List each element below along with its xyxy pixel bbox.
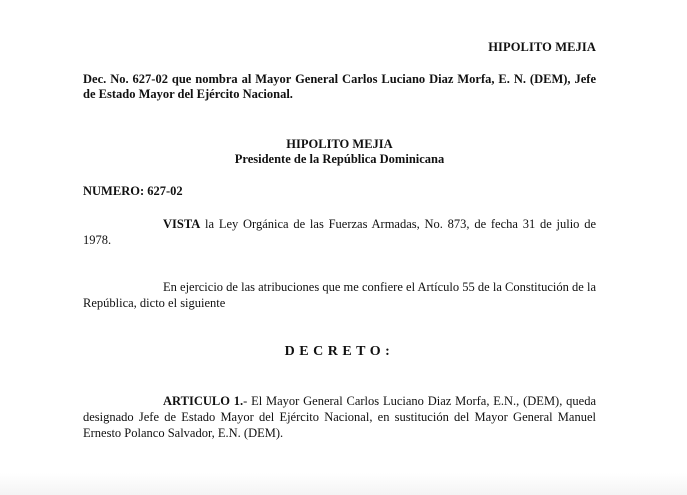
articulo-1-text: - El Mayor General Carlos Luciano Diaz Morfa, E.N., (DEM), queda designado Jefe de Estado Mayor del Ejército Nacional, en sustitución del Mayor General Manuel Ernesto Polanco Salvador, E.N. (DEM). [83,394,596,440]
decree-summary: Dec. No. 627-02 que nombra al Mayor General Carlos Luciano Diaz Morfa, E. N. (DEM), Jefe de Estado Mayor del Ejército Nacional. [83,72,596,101]
signatory-title: Presidente de la República Dominicana [234,152,445,166]
header-signatory-name: HIPOLITO MEJIA [488,40,596,54]
signatory-name: HIPOLITO MEJIA [286,137,393,151]
articulo-1-paragraph [83,393,596,441]
page-bottom-shadow [0,473,687,495]
vista-lead: VISTA [163,217,201,231]
articulo-1-lead: ARTICULO 1. [163,394,244,408]
ejercicio-text: En ejercicio de las atribuciones que me confiere el Artículo 55 de la Constitución de la República, dicto el siguiente [83,280,596,310]
signatory-block [83,137,596,167]
decree-number: NUMERO: 627-02 [83,184,183,198]
decreto-heading: DECRETO: [284,344,395,359]
vista-paragraph [83,216,596,248]
vista-text: la Ley Orgánica de las Fuerzas Armadas, No. 873, de fecha 31 de julio de 1978. [83,217,596,247]
ejercicio-paragraph [83,279,596,311]
